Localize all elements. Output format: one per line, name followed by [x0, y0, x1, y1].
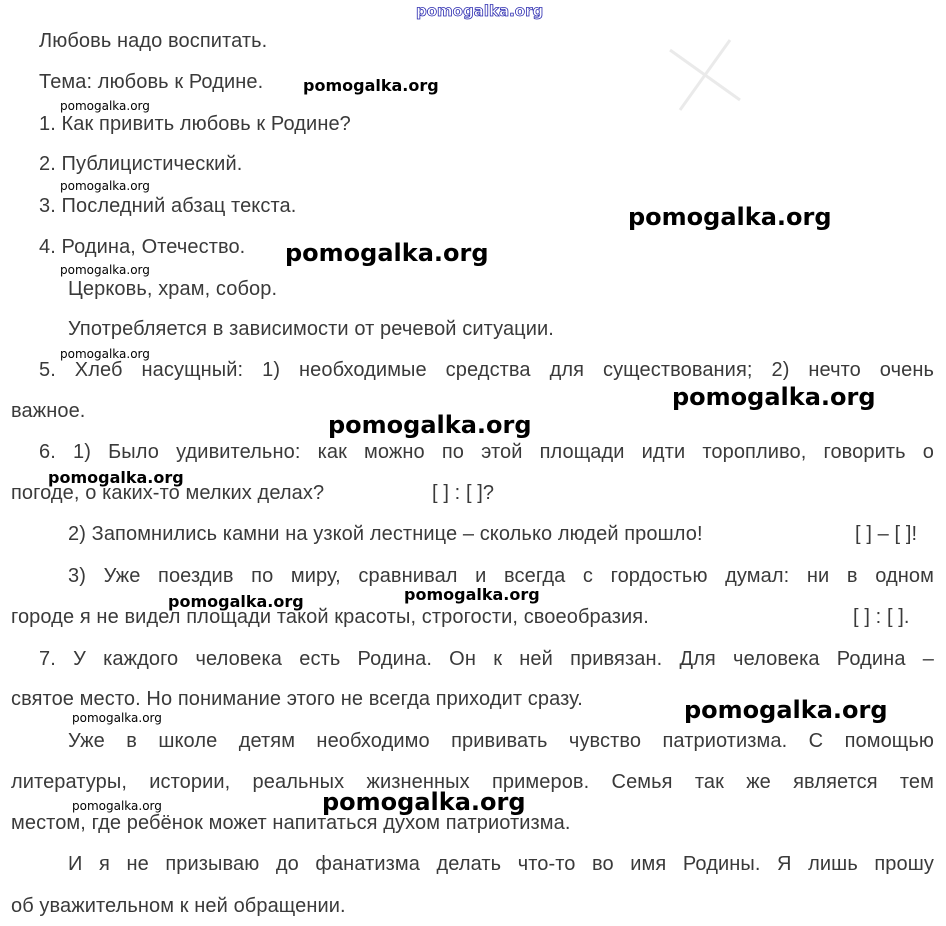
watermark-top: pomogalka.org: [416, 2, 544, 20]
watermark: pomogalka.org: [60, 263, 150, 277]
line-13-scheme: [ ] – [ ]!: [855, 523, 918, 545]
line-5: 3. Последний абзац текста.: [39, 195, 297, 217]
line-2: Тема: любовь к Родине.: [39, 71, 264, 93]
line-22: об уважительном к ней обращении.: [11, 895, 346, 917]
line-10: важное.: [11, 400, 86, 422]
line-16: 7. У каждого человека есть Родина. Он к ней привязан. Для человека Родина –: [39, 648, 934, 670]
watermark: pomogalka.org: [48, 468, 184, 487]
watermark: pomogalka.org: [404, 585, 540, 604]
line-13: 2) Запомнились камни на узкой лестнице – сколько людей прошло!: [68, 523, 703, 545]
watermark: pomogalka.org: [628, 203, 832, 231]
watermark: pomogalka.org: [72, 799, 162, 813]
watermark: pomogalka.org: [672, 383, 876, 411]
line-1: Любовь надо воспитать.: [39, 30, 268, 52]
line-18: Уже в школе детям необходимо прививать чувство патриотизма. С помощью: [68, 730, 934, 752]
line-21: И я не призываю до фанатизма делать что-то во имя Родины. Я лишь прошу: [68, 853, 934, 875]
watermark: pomogalka.org: [303, 76, 439, 95]
line-15: городе я не видел площади такой красоты, строгости, своеобразия.: [11, 606, 649, 628]
line-12-text: погоде, о каких-то мелких делах?: [11, 482, 325, 504]
line-14: 3) Уже поездив по миру, сравнивал и всегда с гордостью думал: ни в одном: [68, 565, 934, 587]
line-20: местом, где ребёнок может напитаться духом патриотизма.: [11, 812, 571, 834]
line-12-scheme: [ ] : [ ]?: [432, 482, 495, 504]
watermark: pomogalka.org: [72, 711, 162, 725]
watermark: pomogalka.org: [60, 99, 150, 113]
watermark: pomogalka.org: [60, 347, 150, 361]
line-6: 4. Родина, Отечество.: [39, 236, 246, 258]
line-3: 1. Как привить любовь к Родине?: [39, 113, 351, 135]
faint-mark-icon: [660, 30, 750, 120]
watermark: pomogalka.org: [328, 411, 532, 439]
line-19: литературы, истории, реальных жизненных примеров. Семья так же является тем: [11, 771, 934, 793]
line-8: Употребляется в зависимости от речевой ситуации.: [68, 318, 554, 340]
line-4: 2. Публицистический.: [39, 153, 243, 175]
watermark: pomogalka.org: [285, 239, 489, 267]
line-9: 5. Хлеб насущный: 1) необходимые средства для существования; 2) нечто очень: [39, 359, 934, 381]
line-11: 6. 1) Было удивительно: как можно по этой площади идти торопливо, говорить о: [39, 441, 934, 463]
watermark: pomogalka.org: [60, 179, 150, 193]
watermark: pomogalka.org: [322, 788, 526, 816]
watermark: pomogalka.org: [168, 592, 304, 611]
watermark: pomogalka.org: [684, 696, 888, 724]
line-7: Церковь, храм, собор.: [68, 278, 278, 300]
line-15-scheme: [ ] : [ ].: [853, 606, 910, 628]
line-17: святое место. Но понимание этого не всегда приходит сразу.: [11, 688, 583, 710]
